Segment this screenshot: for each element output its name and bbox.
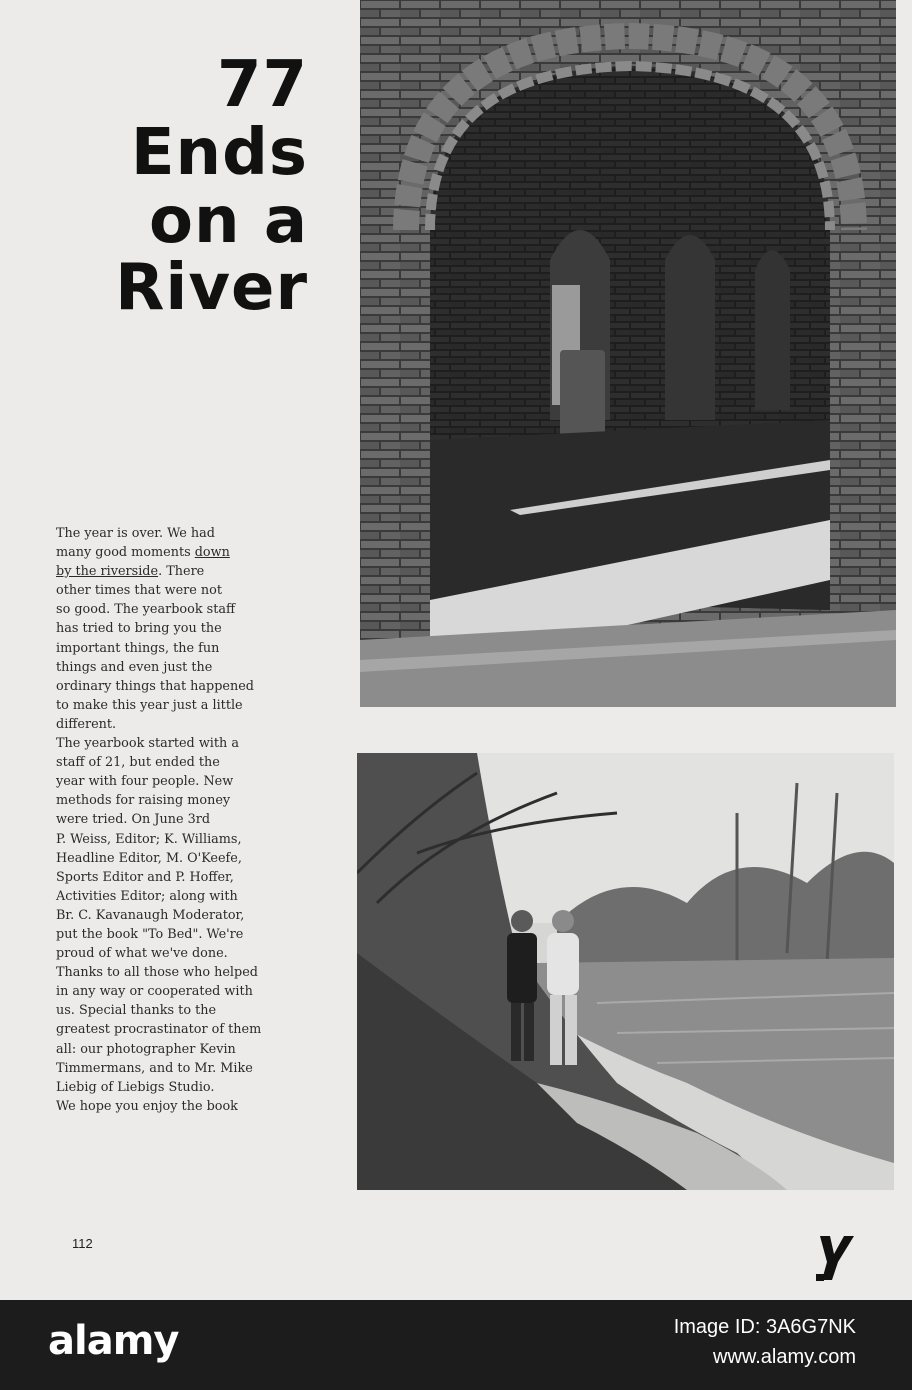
headline — [115, 48, 308, 326]
stock-footer — [0, 1300, 912, 1390]
headline-line-2: Ends — [130, 115, 308, 190]
article-body — [56, 524, 348, 1116]
page-number: 112 — [72, 1236, 93, 1251]
article-text-part-2: . There other times that were not so good. The yearbook staff has tried to bring you the important things, the fun things and even just the ordinary things that happened to make this year just a little different. The yearbook started with a staff of 21, but ended the year with four people. New methods for raising money were tried. On June 3rd P. Weiss, Editor; K. Williams, Headline Editor, M. O'Keefe, Sports Editor and P. Hoffer, Activities Editor; along with Br. C. Kavanaugh Moderator, put the book "To Bed". We're proud of what we've done. Thanks to all those who helped in any way or cooperated with us. Special thanks to the greatest procrastinator of them all: our photographer Kevin Timmermans, and to Mr. Mike Liebig of Liebigs Studio. We hope you enjoy the book — [56, 564, 262, 1114]
footer-brand: alamy — [48, 1318, 179, 1364]
article-text-underlined: down by the riverside — [56, 545, 230, 580]
headline-line-1: 77 — [216, 48, 308, 122]
river-photo — [357, 753, 894, 1190]
footer-url: www.alamy.com — [713, 1346, 856, 1368]
footer-image-id: Image ID: 3A6G7NK — [673, 1316, 856, 1338]
article-text-part-1: The year is over. We had many good moments — [56, 526, 215, 561]
yearbook-logo-icon — [814, 1232, 858, 1282]
headline-line-4: River — [115, 251, 308, 326]
arch-photo — [360, 0, 896, 707]
headline-line-3: on a — [149, 183, 308, 258]
